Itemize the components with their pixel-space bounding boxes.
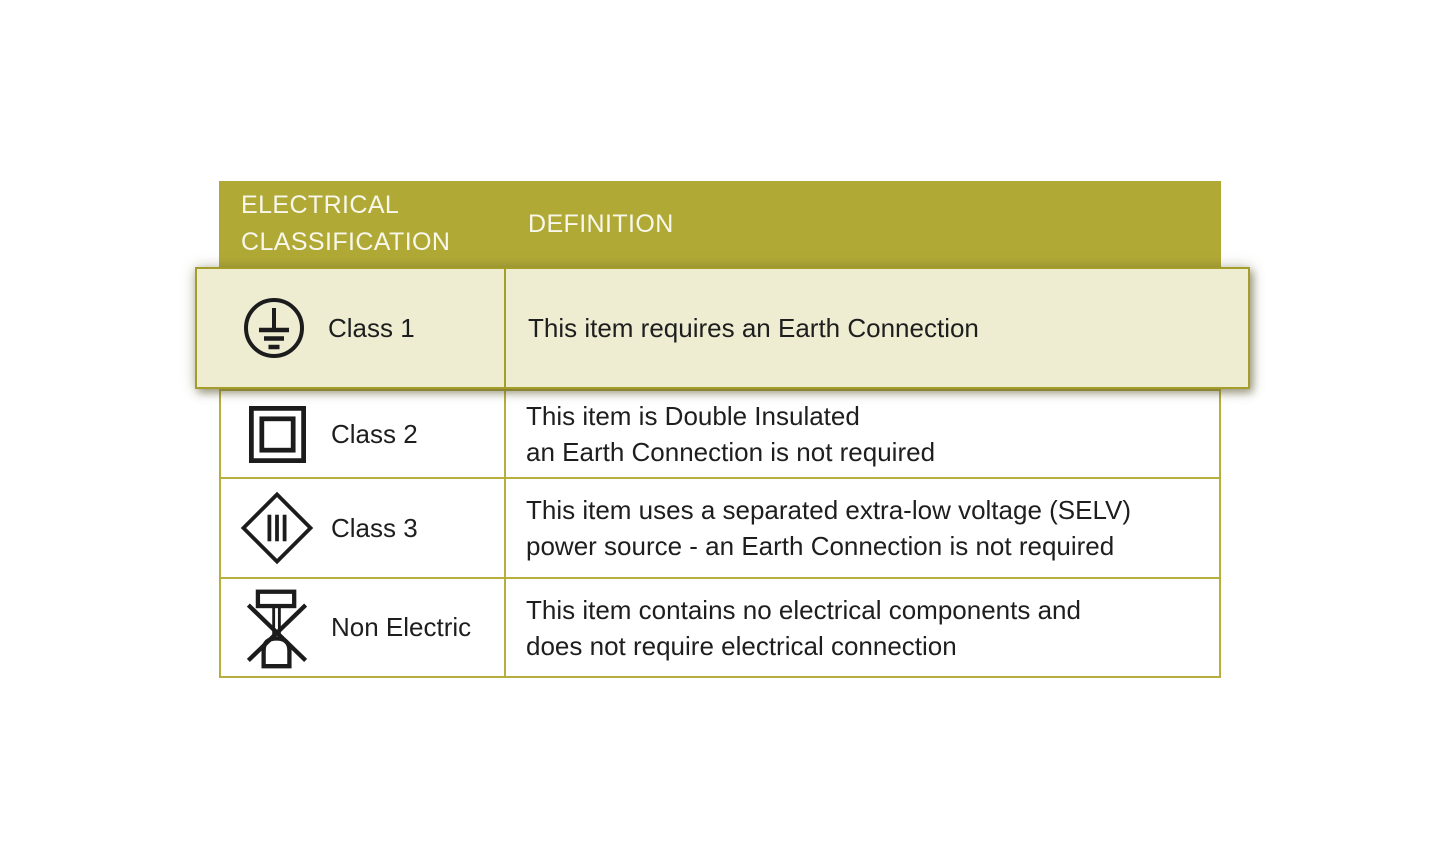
definition-line: does not require electrical connection xyxy=(526,630,957,661)
table-row-class3[interactable] xyxy=(221,477,1219,577)
class-label: Class 1 xyxy=(328,312,415,343)
header-definition: DEFINITION xyxy=(528,209,674,238)
table-row-class2[interactable] xyxy=(221,389,1219,477)
definition-line: This item requires an Earth Connection xyxy=(528,313,979,343)
class-label: Non Electric xyxy=(331,612,472,642)
electrical-classification-table xyxy=(219,181,1221,678)
class-label: Class 2 xyxy=(331,418,418,449)
classification-cell xyxy=(221,579,506,676)
definition-cell xyxy=(506,479,1219,577)
selv-class3-icon xyxy=(239,491,315,565)
definition-line: This item contains no electrical components and xyxy=(526,594,1081,625)
classification-cell xyxy=(221,479,506,577)
definition-cell xyxy=(506,269,1248,387)
protective-earth-class1-icon xyxy=(236,296,312,360)
definition-line: an Earth Connection is not required xyxy=(526,437,936,467)
header-electrical-classification: ELECTRICAL CLASSIFICATION xyxy=(241,191,451,256)
definition-line: This item uses a separated extra-low voltage (SELV) xyxy=(526,495,1132,525)
definition-line: power source - an Earth Connection is not required xyxy=(526,531,1115,561)
class-label: Class 3 xyxy=(331,512,418,543)
double-insulation-class2-icon xyxy=(239,406,315,463)
table-row-class1-highlighted[interactable] xyxy=(195,267,1250,389)
classification-cell xyxy=(221,391,506,477)
table-header xyxy=(219,181,1221,267)
definition-cell xyxy=(506,579,1219,676)
definition-cell xyxy=(506,391,1219,477)
classification-cell xyxy=(197,269,506,387)
definition-line: This item is Double Insulated xyxy=(526,401,860,431)
no-electrical-connection-icon xyxy=(239,586,315,670)
table-row-non-electric[interactable] xyxy=(221,577,1219,676)
